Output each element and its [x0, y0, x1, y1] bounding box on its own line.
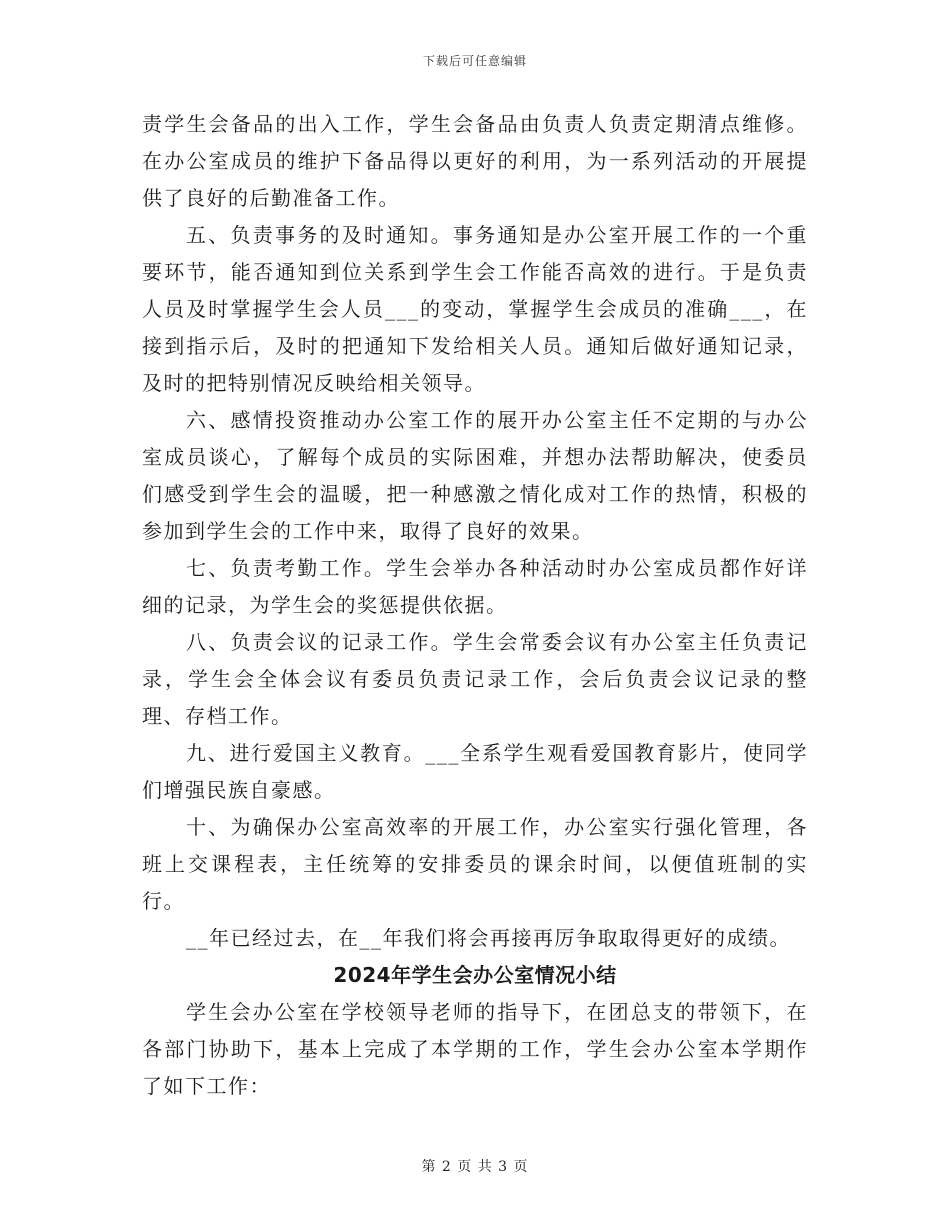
paragraph-closing: __年已经过去，在__年我们将会再接再厉争取取得更好的成绩。: [186, 926, 791, 950]
header-note: 下载后可任意编辑: [422, 54, 527, 68]
paragraph-item-10: 十、为确保办公室高效率的开展工作，办公室实行强化管理，各班上交课程表，主任统筹的安排委员的课余时间，以便值班制的实行。: [142, 815, 808, 913]
paragraph-continuation: 责学生会备品的出入工作，学生会备品由负责人负责定期清点维修。在办公室成员的维护下备品得以更好的利用，为一系列活动的开展提供了良好的后勤准备工作。: [142, 112, 808, 210]
paragraph-item-7: 七、负责考勤工作。学生会举办各种活动时办公室成员都作好详细的记录，为学生会的奖惩提供依据。: [142, 556, 808, 617]
paragraph-item-5: 五、负责事务的及时通知。事务通知是办公室开展工作的一个重要环节，能否通知到位关系到学生会工作能否高效的进行。于是负责人员及时掌握学生会人员___的变动，掌握学生会成员的准确___，在接到指示后，及时的把通知下发给相关人员。通知后做好通知记录，及时的把特别情况反映给相关领导。: [142, 223, 808, 395]
paragraph-item-6: 六、感情投资推动办公室工作的展开办公室主任不定期的与办公室成员谈心，了解每个成员的实际困难，并想办法帮助解决，使委员们感受到学生会的温暖，把一种感激之情化成对工作的热情，积极的参加到学生会的工作中来，取得了良好的效果。: [142, 408, 808, 543]
page-number: 第 2 页 共 3 页: [421, 1159, 529, 1175]
paragraph-intro: 学生会办公室在学校领导老师的指导下，在团总支的带领下，在各部门协助下，基本上完成了本学期的工作，学生会办公室本学期作了如下工作：: [142, 1000, 808, 1098]
document-body: [142, 106, 808, 1105]
section-heading: 2024年学生会办公室情况小结: [333, 963, 617, 987]
paragraph-item-9: 九、进行爱国主义教育。___全系学生观看爱国教育影片，使同学们增强民族自豪感。: [142, 741, 808, 802]
paragraph-item-8: 八、负责会议的记录工作。学生会常委会议有办公室主任负责记录，学生会全体会议有委员负责记录工作，会后负责会议记录的整理、存档工作。: [142, 630, 808, 728]
